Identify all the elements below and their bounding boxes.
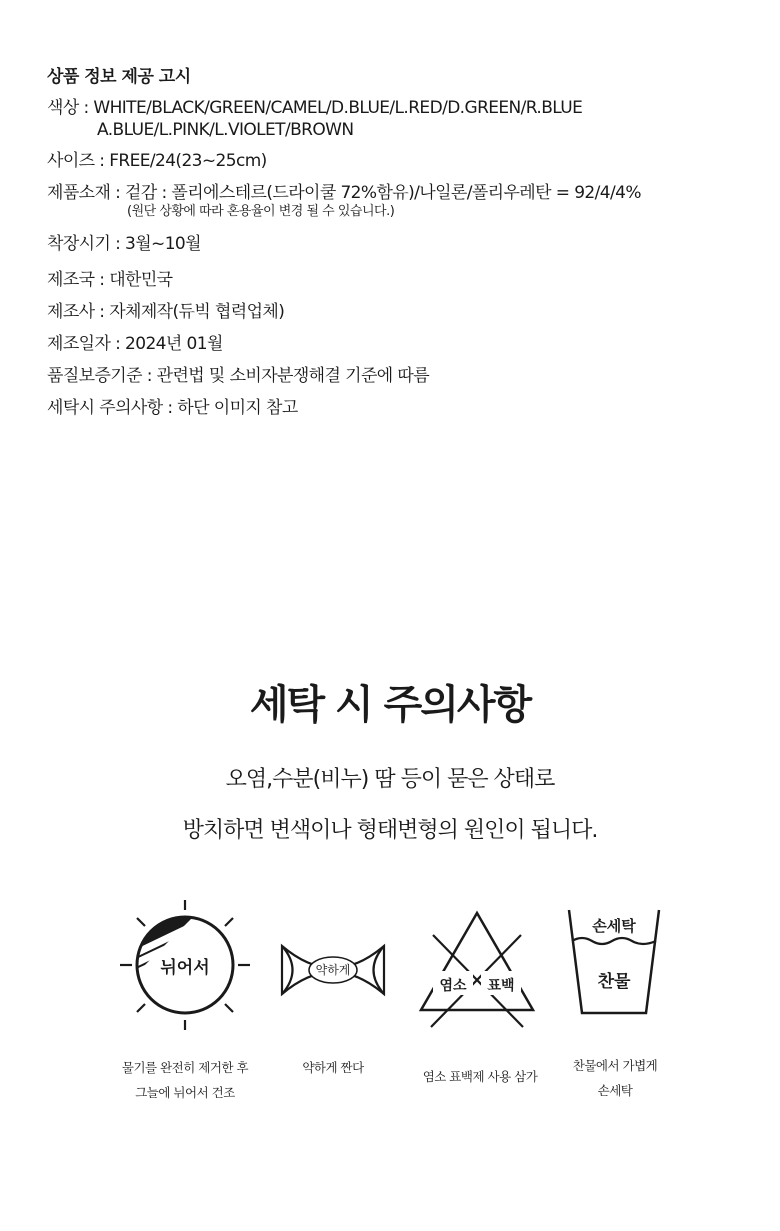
no-bleach-caption-line1: 염소 표백제 사용 삼가 xyxy=(422,1069,538,1084)
material-row: 제품소재 : 겉감 : 폴리에스테르(드라이쿨 72%함유)/나일론/폴리우레탄 = 92/4/4% xyxy=(47,183,641,203)
hand-wash-caption-line2: 손세탁 xyxy=(597,1083,633,1098)
care-row: 세탁시 주의사항 : 하단 이미지 참고 xyxy=(47,398,298,418)
gentle-wring-caption-line1: 약하게 짠다 xyxy=(302,1060,364,1075)
country-row: 제조국 : 대한민국 xyxy=(47,270,173,290)
wash-title: 세탁 시 주의사항 xyxy=(249,682,531,728)
hand-wash-caption xyxy=(545,1053,685,1103)
wash-desc-line2: 방치하면 변색이나 형태변형의 원인이 됩니다. xyxy=(182,818,598,843)
material-note: (원단 상황에 따라 혼용율이 변경 될 수 있습니다.) xyxy=(127,204,395,219)
hand-wash-cold-icon xyxy=(564,905,664,1020)
dry-flat-caption xyxy=(95,1055,275,1105)
product-info-title: 상품 정보 제공 고시 xyxy=(47,67,191,87)
date-row: 제조일자 : 2024년 01월 xyxy=(47,334,223,354)
product-info-section xyxy=(47,62,747,429)
maker-row: 제조사 : 자체제작(듀빅 협력업체) xyxy=(47,302,285,322)
dry-flat-caption-line2: 그늘에 뉘어서 건조 xyxy=(135,1085,235,1100)
chlorine-label: 염소 xyxy=(439,978,467,994)
no-bleach-icon xyxy=(415,905,540,1030)
gentle-wring-caption xyxy=(263,1055,403,1080)
gentle-wring-label: 약하게 xyxy=(315,963,351,977)
hand-wash-label: 손세탁 xyxy=(592,917,636,935)
cold-water-label: 찬물 xyxy=(597,972,631,992)
size-row: 사이즈 : FREE/24(23~25cm) xyxy=(47,151,267,171)
dry-flat-shade-icon xyxy=(110,900,260,1030)
color-row: 색상 : WHITE/BLACK/GREEN/CAMEL/D.BLUE/L.RED/D.GREEN/R.BLUE xyxy=(47,98,583,118)
wash-desc-line1: 오염,수분(비누) 땀 등이 묻은 상태로 xyxy=(225,767,555,792)
gentle-wring-icon xyxy=(278,940,388,1000)
no-bleach-caption xyxy=(400,1064,560,1089)
bleach-label: 표백 xyxy=(487,978,515,994)
color-row-continued: A.BLUE/L.PINK/L.VIOLET/BROWN xyxy=(97,120,354,140)
warranty-row: 품질보증기준 : 관련법 및 소비자분쟁해결 기준에 따름 xyxy=(47,366,430,386)
hand-wash-caption-line1: 찬물에서 가볍게 xyxy=(572,1058,658,1073)
dry-flat-caption-line1: 물기를 완전히 제거한 후 xyxy=(121,1060,249,1075)
dry-flat-label: 뉘어서 xyxy=(160,958,210,978)
season-row: 착장시기 : 3월~10월 xyxy=(47,234,201,254)
